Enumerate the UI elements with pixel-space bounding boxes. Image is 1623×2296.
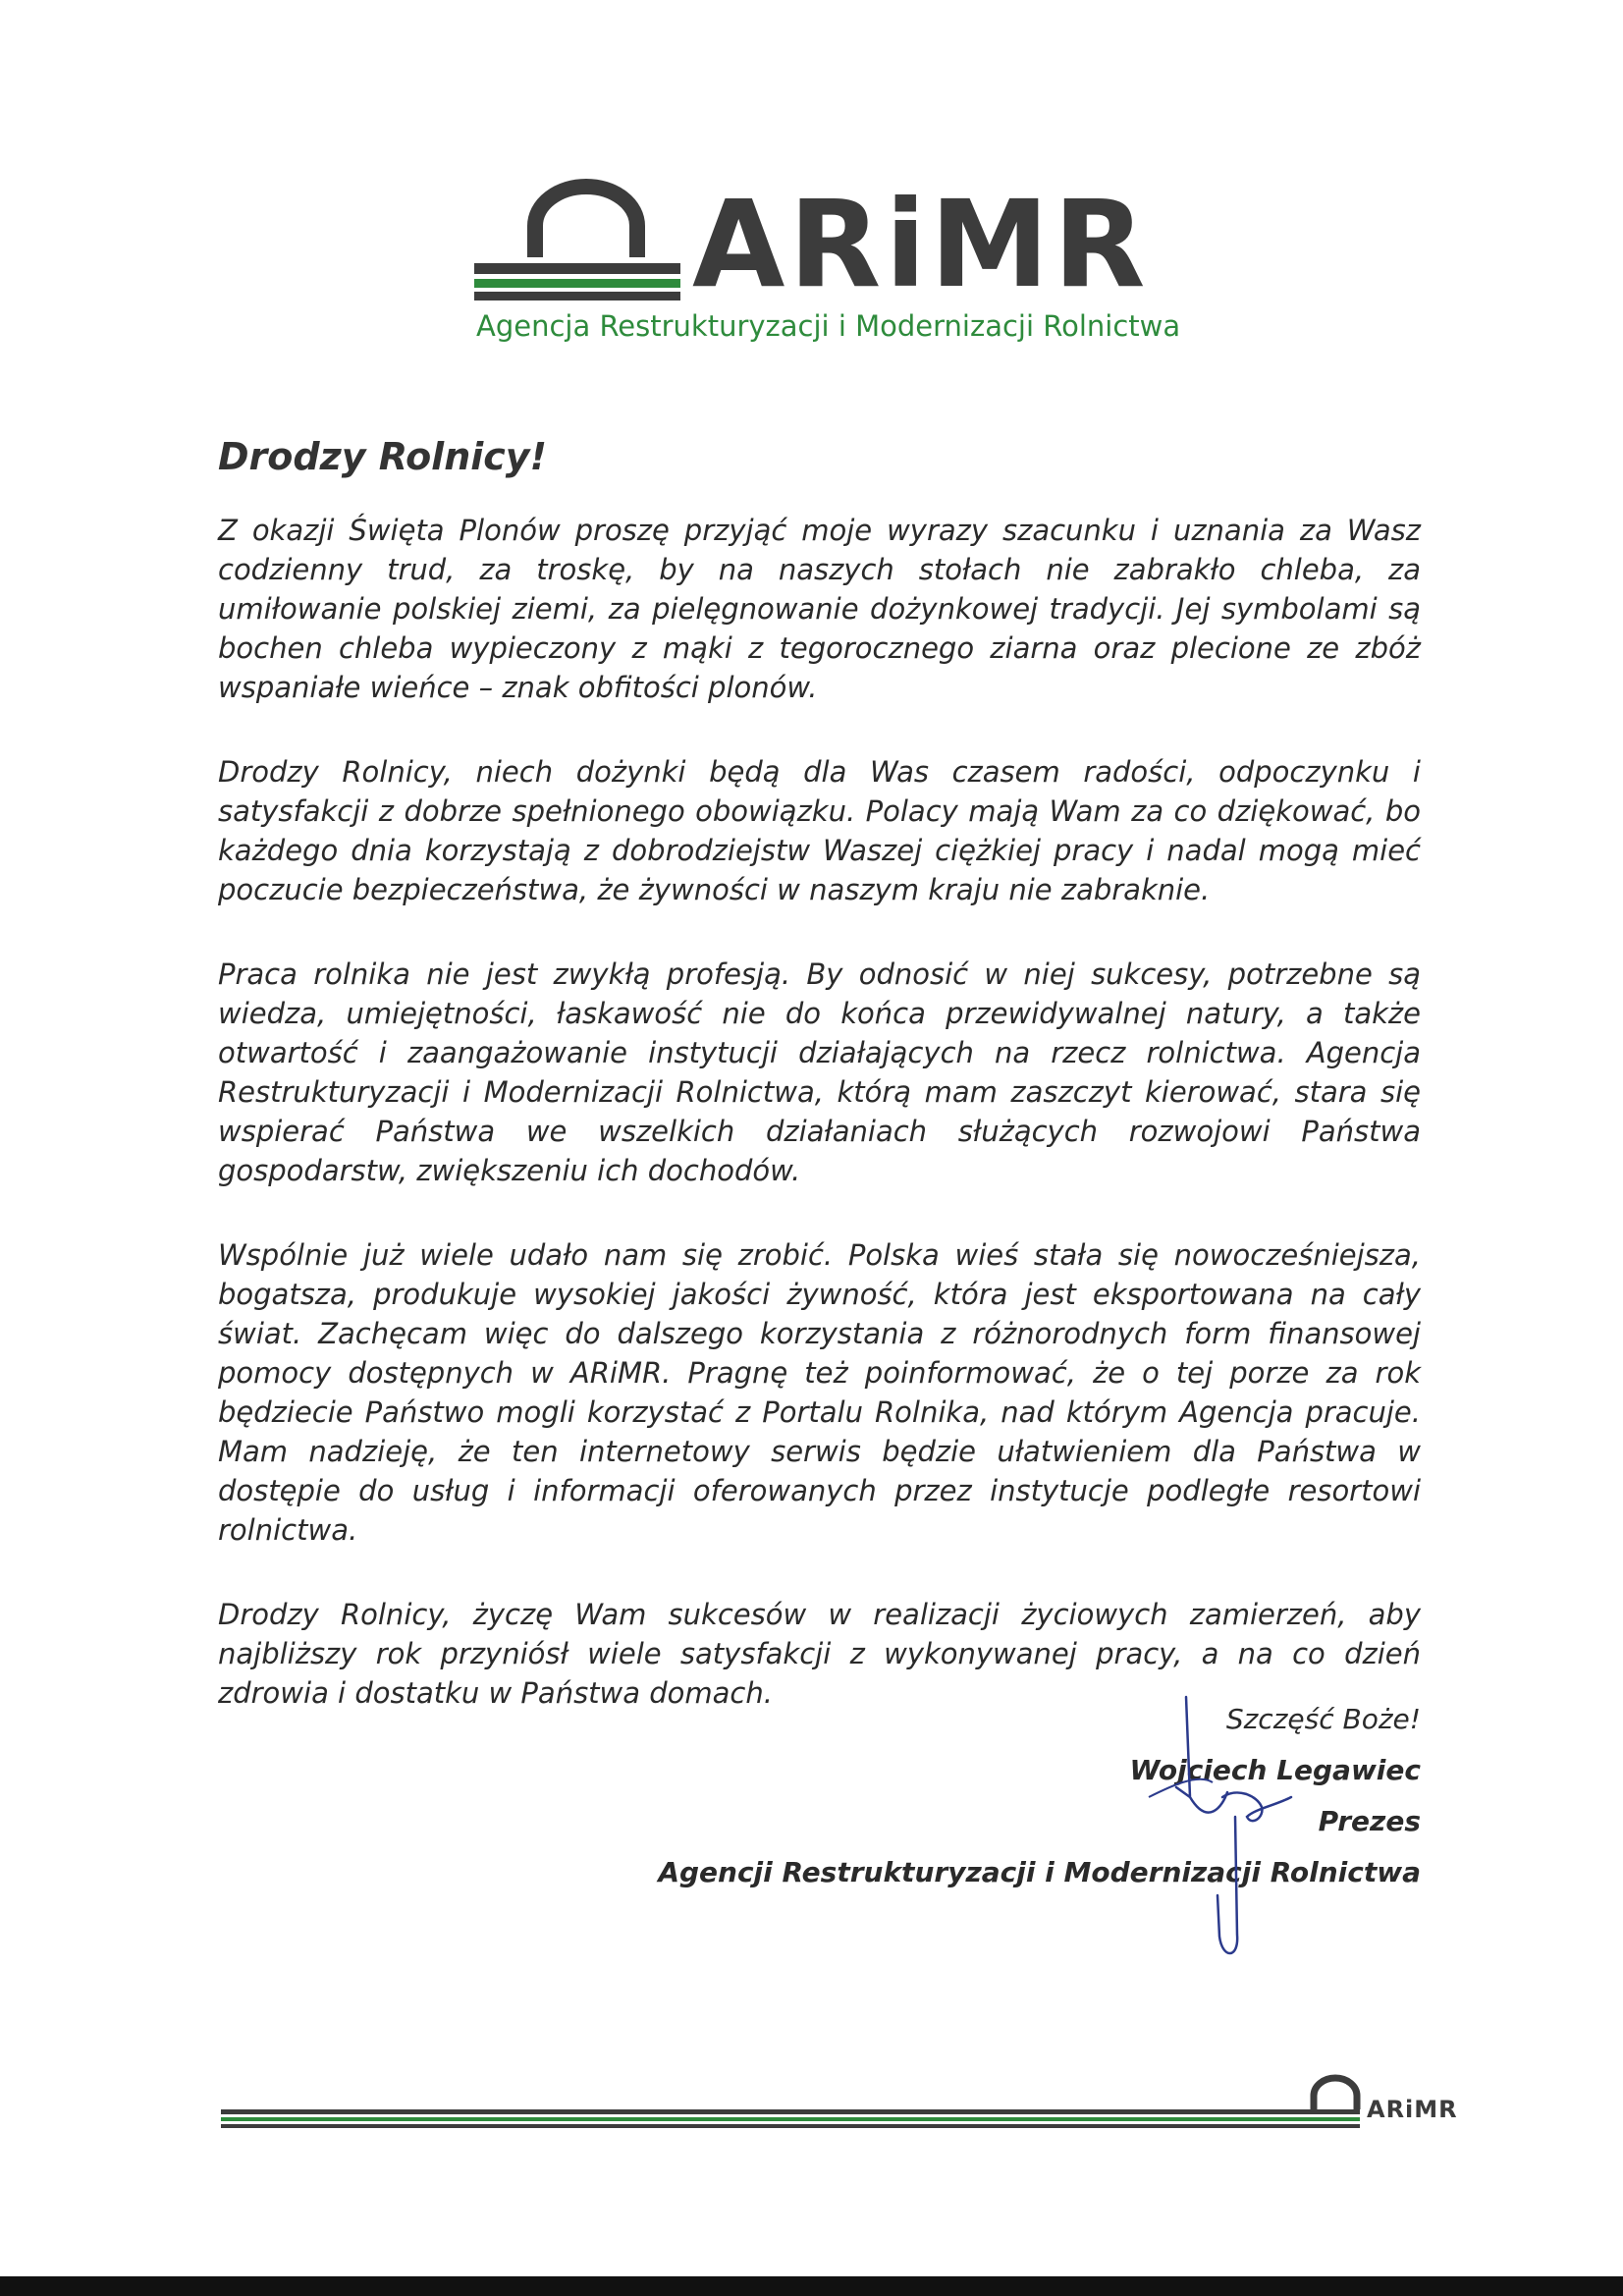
letter-paragraph: Wspólnie już wiele udało nam się zrobić. Polska wieś stała się nowocześniejsza, bogatsza, produkuje wysokiej jakości żywność, która jest eksportowana na cały świat. Zachęcam więc do dalszego korzystania z różnorodnych form finansowej pomocy dostępnych w ARiMR. Pragnę też poinformować, że o tej porze za rok będziecie Państwo mogli korzystać z Portalu Rolnika, nad którym Agencja pracuje. Mam nadzieję, że ten internetowy serwis będzie ułatwieniem dla Państwa w dostępie do usług i informacji oferowanych przez instytucje podległe resortowi rolnictwa. — [218, 1238, 1421, 1547]
logo-subtitle: Agencja Restrukturyzacji i Modernizacji Rolnictwa — [476, 309, 1181, 343]
letter-paragraph: Drodzy Rolnicy, niech dożynki będą dla Was czasem radości, odpoczynku i satysfakcji z dobrze spełnionego obowiązku. Polacy mają Wam za co dziękować, bo każdego dnia korzystają z dobrodziejstw Waszej ciężkiej pracy i nadal mogą mieć poczucie bezpieczeństwa, że żywności w naszym kraju nie zabraknie. — [218, 755, 1421, 906]
letter-paragraph: Praca rolnika nie jest zwykłą profesją. By odnosić w niej sukcesy, potrzebne są wiedza, umiejętności, łaskawość nie do końca przewidywalnej natury, a także otwartość i zaangażowanie instytucji działających na rzecz rolnictwa. Agencja Restrukturyzacji i Modernizacji Rolnictwa, którą mam zaszczyt kierować, stara się wspierać Państwa we wszelkich działaniach służących rozwojowi Państwa gospodarstw, zwiększeniu ich dochodów. — [218, 957, 1421, 1187]
scan-edge — [0, 2276, 1623, 2296]
signer-name: Wojciech Legawiec — [1129, 1754, 1421, 1786]
letter-paragraph: Drodzy Rolnicy, życzę Wam sukcesów w realizacji życiowych zamierzeń, aby najbliższy rok przyniósł wiele satysfakcji z wykonywanej pracy, a na co dzień zdrowia i dostatku w Państwa domach. — [218, 1598, 1421, 1710]
footer-stripes — [221, 2102, 1360, 2141]
handwritten-signature — [1129, 1679, 1306, 1974]
closing-salutation: Szczęść Boże! — [1225, 1703, 1421, 1735]
letter-paragraph: Z okazji Święta Plonów proszę przyjąć moje wyrazy szacunku i uznania za Wasz codzienny trud, za troskę, by na naszych stołach nie zabrakło chleba, za umiłowanie polskiej ziemi, za pielęgnowanie dożynkowej tradycji. Jej symbolami są bochen chleba wypieczony z mąki z tegorocznego ziarna oraz plecione ze zbóż wspaniałe wieńce – znak obfitości plonów. — [218, 514, 1421, 704]
footer-wordmark: ARiMR — [1367, 2096, 1458, 2123]
signer-title: Prezes — [1318, 1805, 1421, 1837]
letter-body — [218, 432, 1421, 1758]
letter-greeting: Drodzy Rolnicy! — [218, 435, 547, 478]
closing-block — [658, 1694, 1421, 1898]
arimr-logo — [474, 167, 1181, 344]
logo-wordmark: ARiMR — [692, 175, 1150, 314]
signer-organization: Agencji Restrukturyzacji i Modernizacji Rolnictwa — [658, 1856, 1421, 1888]
